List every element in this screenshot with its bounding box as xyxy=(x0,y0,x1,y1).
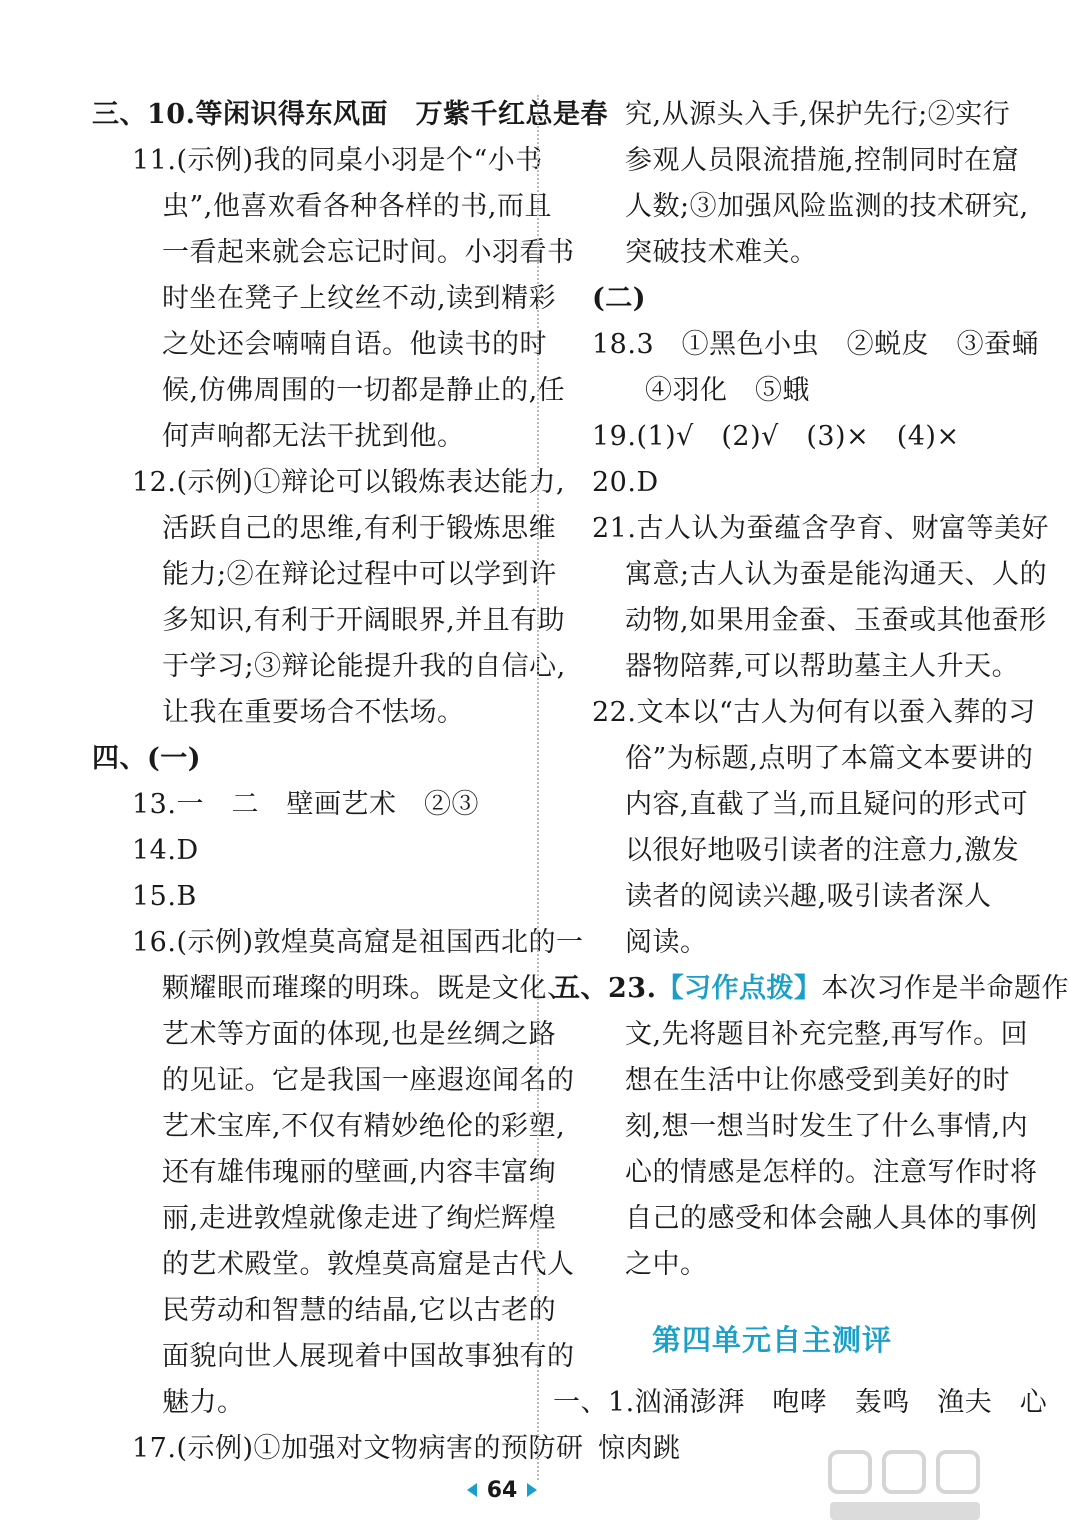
answer-line: 15.B xyxy=(132,881,197,912)
question-number: 五、23. xyxy=(553,973,657,1004)
answer-line: 12.(示例)①辩论可以锻炼表达能力, xyxy=(132,467,566,498)
answer-line: 以很好地吸引读者的注意力,激发 xyxy=(625,835,1020,866)
answer-line: 想在生活中让你感受到美好的时 xyxy=(625,1065,1010,1096)
answer-line: 之处还会喃喃自语。他读书的时 xyxy=(162,329,547,360)
answer-line: 18.3 ①黑色小虫 ②蜕皮 ③蚕蛹 xyxy=(592,329,1040,360)
answer-line: 动物,如果用金蚕、玉蚕或其他蚕形 xyxy=(625,605,1047,636)
answer-line: 能力;②在辩论过程中可以学到许 xyxy=(162,559,557,590)
arrow-right-icon xyxy=(527,1483,537,1497)
writing-tip-text: 本次习作是半命题作 xyxy=(821,973,1069,1004)
answer-line: 19.(1)√ (2)√ (3)× (4)× xyxy=(592,421,960,452)
answer-line: 11.(示例)我的同桌小羽是个“小书 xyxy=(132,145,543,176)
answer-line: 21.古人认为蚕蕴含孕育、财富等美好 xyxy=(592,513,1049,544)
answer-line: 时坐在凳子上纹丝不动,读到精彩 xyxy=(162,283,557,314)
answer-line: 参观人员限流措施,控制同时在窟 xyxy=(625,145,1020,176)
answer-line: 惊肉跳 xyxy=(598,1433,681,1464)
answer-line: 阅读。 xyxy=(625,927,708,958)
answer-line: 活跃自己的思维,有利于锻炼思维 xyxy=(162,513,557,544)
column-divider xyxy=(537,95,539,1480)
answer-line: 颗耀眼而璀璨的明珠。既是文化、 xyxy=(162,973,575,1004)
answer-line: 内容,直截了当,而且疑问的形式可 xyxy=(625,789,1029,820)
answer-line: 20.D xyxy=(592,467,659,498)
answer-line: 艺术宝库,不仅有精妙绝伦的彩塑, xyxy=(162,1111,566,1142)
answer-line: 候,仿佛周围的一切都是静止的,任 xyxy=(162,375,566,406)
section-heading: (二) xyxy=(592,283,647,314)
unit-title: 第四单元自主测评 xyxy=(652,1323,893,1357)
answer-line: 17.(示例)①加强对文物病害的预防研 xyxy=(132,1433,584,1464)
answer-line: 虫”,他喜欢看各种各样的书,而且 xyxy=(162,191,552,222)
page-number: 64 xyxy=(486,1477,518,1503)
answer-line: 面貌向世人展现着中国故事独有的 xyxy=(162,1341,575,1372)
answer-line: 俗”为标题,点明了本篇文本要讲的 xyxy=(625,743,1034,774)
answer-line: 自己的感受和体会融人具体的事例 xyxy=(625,1203,1038,1234)
answer-line: 突破技术难关。 xyxy=(625,237,818,268)
answer-line: 人数;③加强风险监测的技术研究, xyxy=(625,191,1029,222)
answer-line: 一、1.汹涌澎湃 咆哮 轰鸣 渔夫 心 xyxy=(553,1387,1048,1418)
answer-line: 器物陪葬,可以帮助墓主人升天。 xyxy=(625,651,1020,682)
answer-line: 的见证。它是我国一座遐迩闻名的 xyxy=(162,1065,575,1096)
answer-line: 的艺术殿堂。敦煌莫高窟是古代人 xyxy=(162,1249,575,1280)
answer-line: 多知识,有利于开阔眼界,并且有助 xyxy=(162,605,566,636)
arrow-left-icon xyxy=(467,1483,477,1497)
answer-line: 13.一 二 壁画艺术 ②③ xyxy=(132,789,479,820)
answer-line: 魅力。 xyxy=(162,1387,245,1418)
answer-line: ④羽化 ⑤蛾 xyxy=(645,375,810,406)
answer-line: 刻,想一想当时发生了什么事情,内 xyxy=(625,1111,1029,1142)
answer-line: 之中。 xyxy=(625,1249,708,1280)
section-heading: 四、(一) xyxy=(92,743,202,774)
answer-line: 何声响都无法干扰到他。 xyxy=(162,421,465,452)
answer-line: 一看起来就会忘记时间。小羽看书 xyxy=(162,237,575,268)
answer-line: 艺术等方面的体现,也是丝绸之路 xyxy=(162,1019,557,1050)
watermark-logo-icon xyxy=(822,1446,992,1526)
answer-line: 文,先将题目补充完整,再写作。回 xyxy=(625,1019,1029,1050)
answer-line: 14.D xyxy=(132,835,199,866)
writing-tip-line xyxy=(553,966,1069,1012)
writing-tip-tag: 【习作点拨】 xyxy=(656,973,822,1004)
answer-line: 让我在重要场合不怯场。 xyxy=(162,697,465,728)
answer-line: 心的情感是怎样的。注意写作时将 xyxy=(625,1157,1038,1188)
answer-line: 于学习;③辩论能提升我的自信心, xyxy=(162,651,566,682)
answer-line: 读者的阅读兴趣,吸引读者深人 xyxy=(625,881,992,912)
answer-line: 22.文本以“古人为何有以蚕入葬的习 xyxy=(592,697,1036,728)
answer-line: 寓意;古人认为蚕是能沟通天、人的 xyxy=(625,559,1048,590)
answer-line: 16.(示例)敦煌莫高窟是祖国西北的一 xyxy=(132,927,584,958)
answer-line: 民劳动和智慧的结晶,它以古老的 xyxy=(162,1295,557,1326)
answer-line: 究,从源头入手,保护先行;②实行 xyxy=(625,99,1011,130)
answer-line: 还有雄伟瑰丽的壁画,内容丰富绚 xyxy=(162,1157,557,1188)
answer-line: 三、10.等闲识得东风面 万紫千红总是春 xyxy=(92,99,608,130)
answer-line: 丽,走进敦煌就像走进了绚烂辉煌 xyxy=(162,1203,557,1234)
